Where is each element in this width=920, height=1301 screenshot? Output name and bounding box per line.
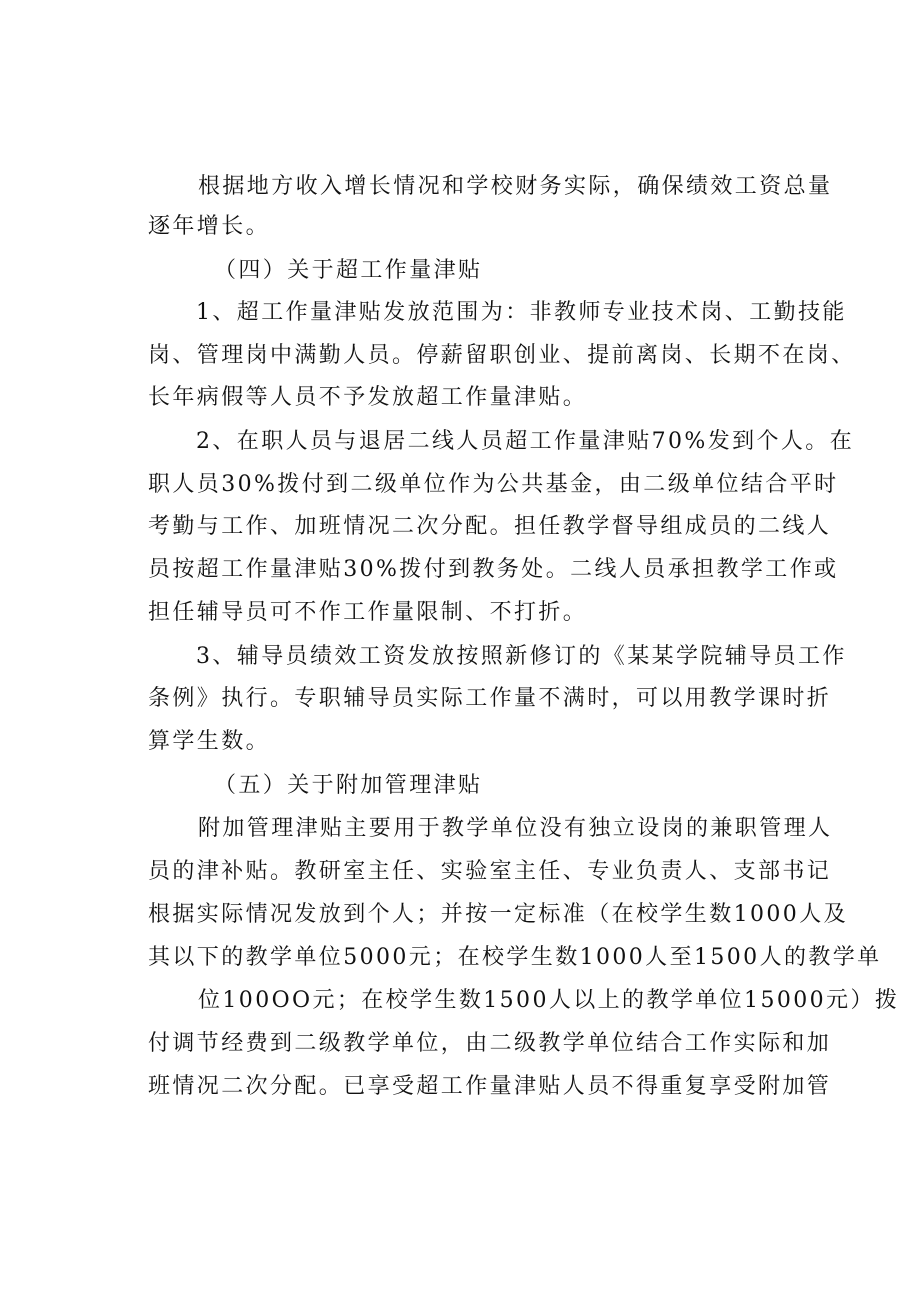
section-heading: （四）关于超工作量津贴 (214, 258, 483, 283)
paragraph-line: 长年病假等人员不予发放超工作量津贴。 (148, 385, 588, 410)
paragraph-line: 算学生数。 (148, 729, 271, 754)
paragraph-line: 担任辅导员可不作工作量限制、不打折。 (148, 600, 588, 625)
paragraph-line: 根据实际情况发放到个人；并按一定标准（在校学生数1000人及 (148, 902, 848, 927)
paragraph-line: 位100OO元；在校学生数1500人以上的教学单位15000元）拨 (198, 988, 900, 1013)
paragraph-line: 逐年增长。 (148, 214, 271, 239)
paragraph-line: 付调节经费到二级教学单位，由二级教学单位结合工作实际和加 (148, 1031, 832, 1056)
paragraph-line: 3、辅导员绩效工资发放按照新修订的《某某学院辅导员工作 (196, 644, 847, 669)
paragraph-line: 班情况二次分配。已享受超工作量津贴人员不得重复享受附加管 (148, 1074, 832, 1099)
paragraph-line: 员的津补贴。教研室主任、实验室主任、专业负责人、支部书记 (148, 859, 832, 884)
paragraph-line: 条例》执行。专职辅导员实际工作量不满时，可以用教学课时折 (148, 686, 832, 711)
paragraph-line: 员按超工作量津贴30%拨付到教务处。二线人员承担教学工作或 (148, 557, 839, 582)
paragraph-line: 2、在职人员与退居二线人员超工作量津贴70%发到个人。在 (196, 429, 855, 454)
paragraph-line: 1、超工作量津贴发放范围为：非教师专业技术岗、工勤技能 (196, 300, 847, 325)
paragraph-line: 附加管理津贴主要用于教学单位没有独立设岗的兼职管理人 (198, 816, 833, 841)
section-heading: （五）关于附加管理津贴 (214, 773, 483, 798)
paragraph-line: 岗、管理岗中满勤人员。停薪留职创业、提前离岗、长期不在岗、 (148, 343, 856, 368)
paragraph-line: 根据地方收入增长情况和学校财务实际，确保绩效工资总量 (198, 174, 833, 199)
paragraph-line: 职人员30%拨付到二级单位作为公共基金，由二级单位结合平时 (148, 472, 839, 497)
paragraph-line: 考勤与工作、加班情况二次分配。担任教学督导组成员的二线人 (148, 514, 832, 539)
paragraph-line: 其以下的教学单位5000元；在校学生数1000人至1500人的教学单 (148, 945, 882, 970)
